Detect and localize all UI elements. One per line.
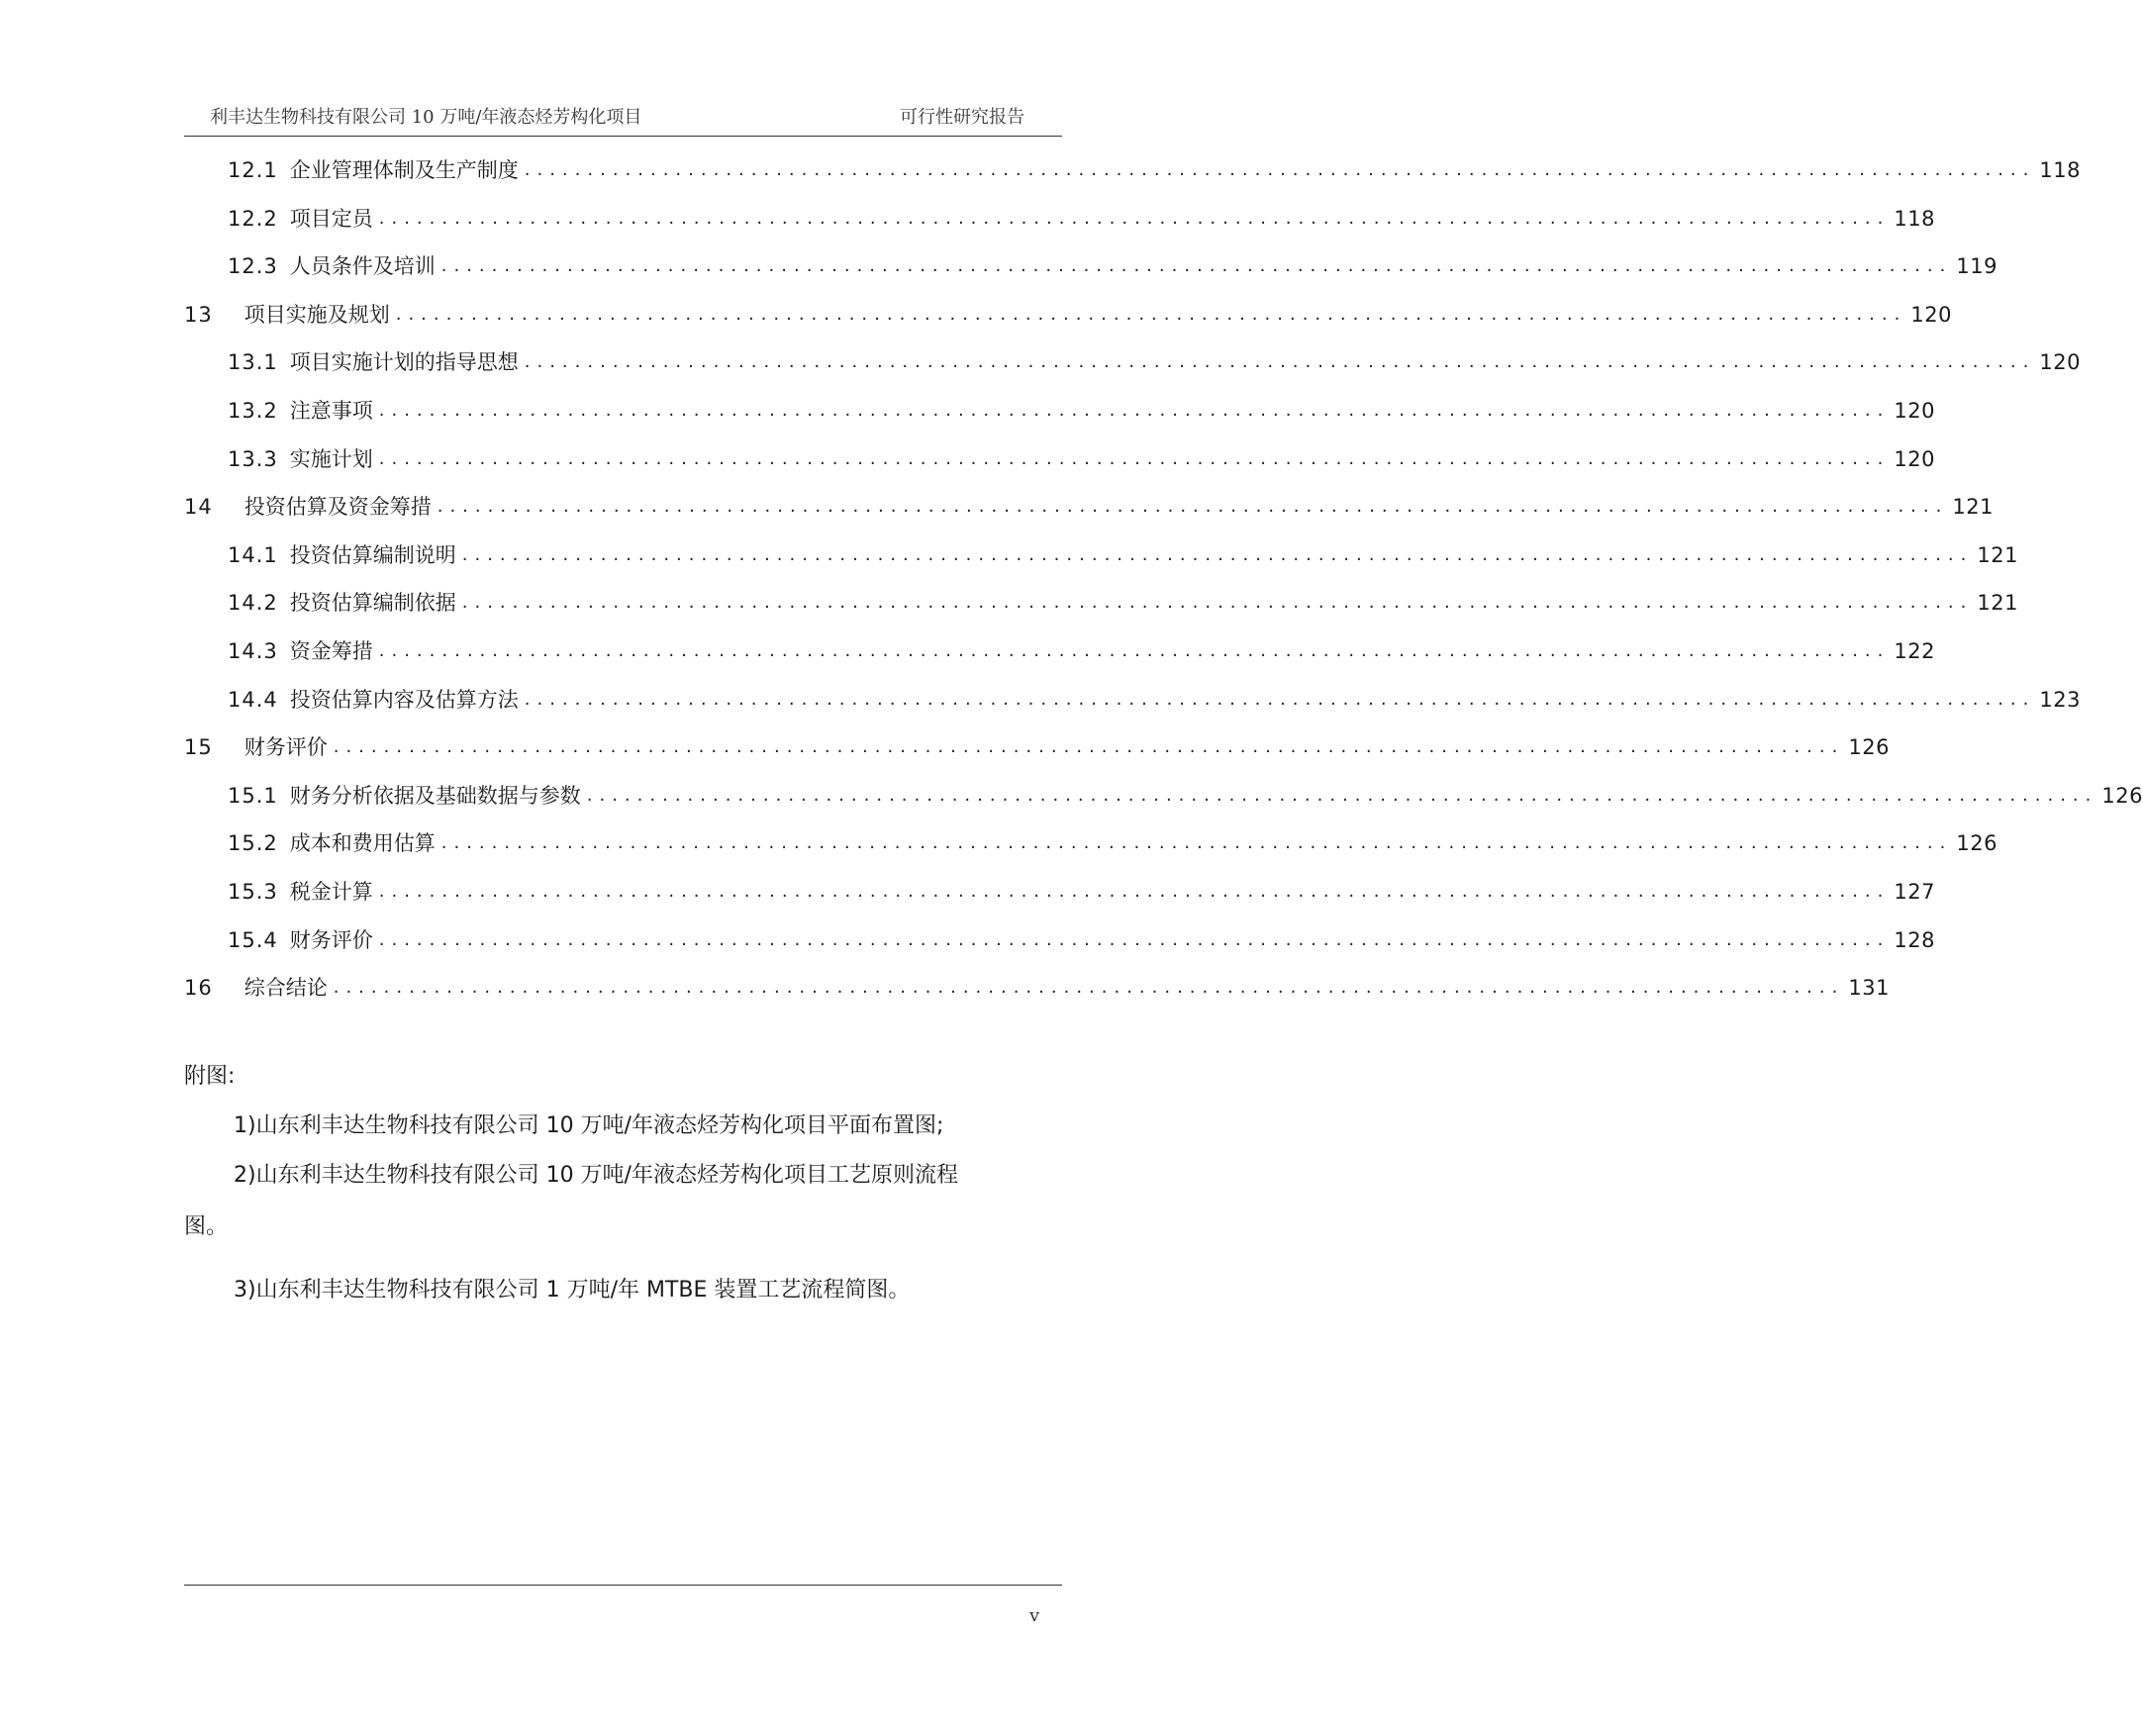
toc-entry-page: 120 xyxy=(1910,303,1952,327)
toc-entry-number: 14.4 xyxy=(228,688,278,712)
toc-entry-number: 14.2 xyxy=(228,591,278,615)
appendix-item-1: 1)山东利丰达生物科技有限公司 10 万吨/年液态烃芳构化项目平面布置图; xyxy=(234,1113,944,1138)
toc-entry-number: 15.2 xyxy=(228,831,278,855)
toc-entry[interactable] xyxy=(228,873,1935,905)
toc-entry-page: 123 xyxy=(2039,688,2081,712)
toc-entry[interactable] xyxy=(228,440,1935,472)
toc-entry-title: 项目实施及规划 xyxy=(244,303,390,327)
toc-entry-title: 成本和费用估算 xyxy=(289,831,436,855)
toc-entry-number: 14 xyxy=(184,495,213,519)
toc-entry-number: 16 xyxy=(184,976,213,1000)
toc-dot-leader: ........................................................................................................................ xyxy=(378,448,1891,469)
toc-entry-title: 项目实施计划的指导思想 xyxy=(289,350,519,374)
toc-entry-page: 127 xyxy=(1894,880,1935,904)
toc-entry-title: 注意事项 xyxy=(289,399,373,423)
toc-entry-page: 119 xyxy=(1956,254,1997,278)
toc-entry-page: 118 xyxy=(1894,207,1935,231)
toc-dot-leader: ........................................................................................................................ xyxy=(440,255,1953,276)
toc-entry[interactable] xyxy=(228,921,1935,953)
toc-entry-number: 12.2 xyxy=(228,207,278,231)
toc-entry-number: 13.1 xyxy=(228,350,278,374)
toc-dot-leader: ........................................................................................................................ xyxy=(378,400,1891,421)
toc-entry[interactable] xyxy=(228,536,2018,568)
toc-entry-page: 121 xyxy=(1977,591,2018,615)
toc-entry-number: 14.3 xyxy=(228,639,278,663)
toc-entry-page: 126 xyxy=(1848,735,1890,759)
toc-entry[interactable] xyxy=(184,296,1952,328)
toc-entry-page: 121 xyxy=(1952,495,1994,519)
header-rule xyxy=(184,136,1062,137)
toc-entry-page: 120 xyxy=(1894,399,1935,423)
toc-entry-page: 126 xyxy=(1956,831,1997,855)
appendix-item-2-line-2: 图。 xyxy=(184,1214,229,1239)
toc-entry[interactable] xyxy=(184,488,1994,520)
toc-entry-page: 131 xyxy=(1848,976,1890,1000)
toc-entry-title: 企业管理体制及生产制度 xyxy=(289,158,519,182)
toc-entry-page: 121 xyxy=(1977,543,2018,567)
header-title: 利丰达生物科技有限公司 10 万吨/年液态烃芳构化项目 xyxy=(210,107,642,128)
toc-dot-leader: ........................................................................................................................ xyxy=(524,689,2036,710)
toc-entry-page: 120 xyxy=(1894,447,1935,471)
toc-entry-title: 实施计划 xyxy=(289,447,373,471)
toc-dot-leader: ........................................................................................................................ xyxy=(378,208,1891,229)
toc-entry-title: 投资估算编制依据 xyxy=(289,591,456,615)
toc-entry[interactable] xyxy=(184,969,1890,1001)
toc-dot-leader: ........................................................................................................................ xyxy=(378,881,1891,902)
toc-dot-leader: ........................................................................................................................ xyxy=(440,832,1953,853)
toc-entry-page: 120 xyxy=(2039,350,2081,374)
toc-entry[interactable] xyxy=(228,777,2143,809)
page-number: v xyxy=(1029,1605,1040,1626)
toc-dot-leader: ........................................................................................................................ xyxy=(461,544,1974,565)
toc-entry[interactable] xyxy=(228,681,2081,713)
appendix-label: 附图: xyxy=(184,1064,236,1089)
toc-dot-leader: ........................................................................................................................ xyxy=(333,977,1845,998)
toc-entry-number: 12.1 xyxy=(228,158,278,182)
toc-entry-page: 128 xyxy=(1894,928,1935,952)
toc-entry-number: 13.3 xyxy=(228,447,278,471)
toc-entry[interactable] xyxy=(228,343,2081,375)
toc-dot-leader: ........................................................................................................................ xyxy=(586,785,2098,806)
toc-entry[interactable] xyxy=(228,584,2018,616)
toc-entry-title: 投资估算内容及估算方法 xyxy=(289,688,519,712)
toc-entry-title: 投资估算及资金筹措 xyxy=(244,495,432,519)
toc-entry-number: 15.3 xyxy=(228,880,278,904)
toc-dot-leader: ........................................................................................................................ xyxy=(524,351,2036,372)
toc-entry-page: 122 xyxy=(1894,639,1935,663)
toc-entry-title: 综合结论 xyxy=(244,976,328,1000)
toc-entry[interactable] xyxy=(228,247,1997,279)
toc-entry-title: 项目定员 xyxy=(289,207,373,231)
toc-entry-title: 投资估算编制说明 xyxy=(289,543,456,567)
toc-entry[interactable] xyxy=(228,632,1935,664)
toc-dot-leader: ........................................................................................................................ xyxy=(378,929,1891,950)
toc-entry-number: 14.1 xyxy=(228,543,278,567)
toc-dot-leader: ........................................................................................................................ xyxy=(524,159,2036,180)
toc-entry[interactable] xyxy=(228,151,2081,183)
toc-entry[interactable] xyxy=(184,728,1890,760)
footer-rule xyxy=(184,1585,1062,1586)
toc-entry-number: 15.1 xyxy=(228,784,278,808)
toc-entry-title: 人员条件及培训 xyxy=(289,254,436,278)
toc-entry-number: 15 xyxy=(184,735,213,759)
toc-dot-leader: ........................................................................................................................ xyxy=(378,640,1891,661)
toc-entry-number: 13.2 xyxy=(228,399,278,423)
toc-dot-leader: ........................................................................................................................ xyxy=(437,496,1949,517)
toc-entry-title: 税金计算 xyxy=(289,880,373,904)
toc-entry-title: 财务评价 xyxy=(289,928,373,952)
toc-dot-leader: ........................................................................................................................ xyxy=(461,592,1974,613)
toc-entry-number: 15.4 xyxy=(228,928,278,952)
toc-entry-title: 财务评价 xyxy=(244,735,328,759)
toc-entry-title: 资金筹措 xyxy=(289,639,373,663)
toc-entry-title: 财务分析依据及基础数据与参数 xyxy=(289,784,581,808)
toc-entry[interactable] xyxy=(228,392,1935,424)
toc-entry[interactable] xyxy=(228,824,1997,856)
toc-entry-page: 118 xyxy=(2039,158,2081,182)
appendix-item-2-line-1: 2)山东利丰达生物科技有限公司 10 万吨/年液态烃芳构化项目工艺原则流程 xyxy=(234,1163,958,1188)
toc-entry-page: 126 xyxy=(2101,784,2143,808)
toc-dot-leader: ........................................................................................................................ xyxy=(333,736,1845,757)
toc-entry-number: 13 xyxy=(184,303,213,327)
header-report-type: 可行性研究报告 xyxy=(900,107,1024,128)
toc-entry[interactable] xyxy=(228,200,1935,232)
toc-dot-leader: ........................................................................................................................ xyxy=(395,304,1907,325)
appendix-item-3: 3)山东利丰达生物科技有限公司 1 万吨/年 MTBE 装置工艺流程简图。 xyxy=(234,1278,911,1302)
toc-entry-number: 12.3 xyxy=(228,254,278,278)
